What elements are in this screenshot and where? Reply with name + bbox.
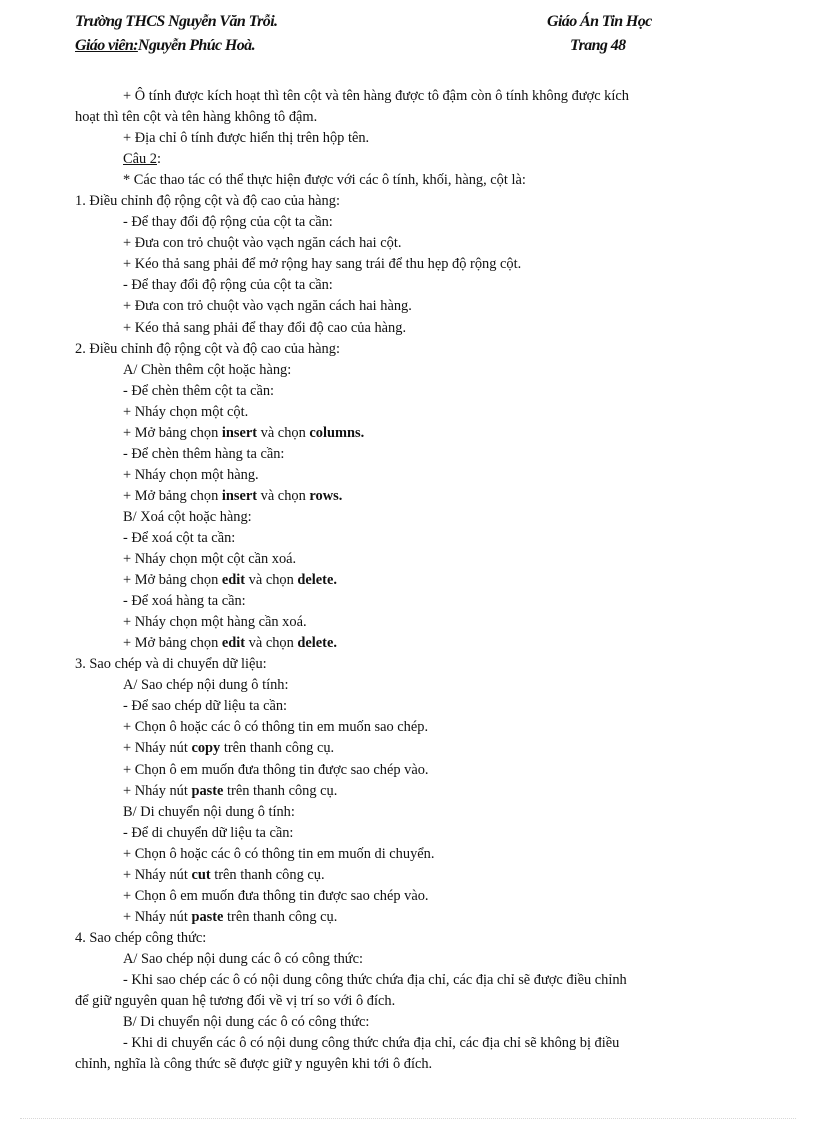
keyword: edit: [221, 635, 246, 652]
keyword: edit: [221, 572, 246, 589]
keyword: rows.: [309, 487, 343, 504]
list-item: + Mở bảng chọn insert và chọn columns.: [123, 424, 365, 441]
document-body: [75, 86, 725, 1075]
keyword: columns.: [309, 424, 365, 441]
keyword: paste: [191, 908, 224, 925]
paragraph: - Khi di chuyển các ô có nội dung công thức chứa địa chỉ, các địa chỉ sẽ không bị điều: [123, 1035, 620, 1052]
list-item: + Nháy nút paste trên thanh công cụ.: [123, 782, 338, 799]
list-item: + Kéo thả sang phải để mở rộng hay sang trái để thu hẹp độ rộng cột.: [123, 256, 522, 273]
list-item: - Để chèn thêm cột ta cần:: [123, 382, 275, 399]
paragraph: * Các thao tác có thể thực hiện được với các ô tính, khối, hàng, cột là:: [123, 172, 526, 189]
subject-title: Giáo Án Tin Học: [547, 13, 652, 30]
paragraph: - Khi sao chép các ô có nội dung công thức chứa địa chỉ, các địa chỉ sẽ được điều chỉnh: [123, 971, 627, 988]
section-heading: 1. Điều chỉnh độ rộng cột và độ cao của hàng:: [75, 193, 340, 210]
subsection-heading: A/ Sao chép nội dung các ô có công thức:: [123, 950, 363, 967]
paragraph: + Địa chỉ ô tính được hiển thị trên hộp tên.: [123, 130, 370, 147]
keyword: paste: [191, 782, 224, 799]
teacher-line: [75, 37, 255, 55]
keyword: delete.: [297, 635, 337, 652]
list-item: - Để xoá hàng ta cần:: [123, 593, 246, 610]
page-header: [75, 13, 670, 63]
list-item: + Nháy nút cut trên thanh công cụ.: [123, 866, 325, 883]
list-item: - Để chèn thêm hàng ta cần:: [123, 445, 285, 462]
page-number: Trang 48: [570, 37, 626, 54]
teacher-name: Nguyễn Phúc Hoà.: [137, 37, 255, 54]
list-item: + Nháy nút paste trên thanh công cụ.: [123, 908, 338, 925]
keyword: copy: [191, 740, 221, 757]
subsection-heading: A/ Sao chép nội dung ô tính:: [123, 677, 289, 694]
keyword: cut: [191, 866, 211, 883]
page-bottom-border: [20, 1118, 796, 1119]
list-item: + Mở bảng chọn insert và chọn rows.: [123, 487, 343, 504]
section-heading: 3. Sao chép và di chuyển dữ liệu:: [75, 656, 267, 673]
subsection-heading: B/ Di chuyển nội dung các ô có công thức:: [123, 1014, 370, 1031]
list-item: + Mở bảng chọn edit và chọn delete.: [123, 572, 337, 589]
paragraph: hoạt thì tên cột và tên hàng không tô đậm.: [75, 109, 318, 126]
list-item: + Nháy nút copy trên thanh công cụ.: [123, 740, 335, 757]
list-item: + Đưa con trỏ chuột vào vạch ngăn cách hai cột.: [123, 235, 402, 252]
school-name: Trường THCS Nguyễn Văn Trỗi.: [75, 13, 278, 30]
list-item: - Để di chuyển dữ liệu ta cần:: [123, 824, 294, 841]
list-item: + Nháy chọn một hàng.: [123, 466, 259, 483]
list-item: - Để thay đổi độ rộng của cột ta cần:: [123, 214, 333, 231]
list-item: - Để sao chép dữ liệu ta cần:: [123, 698, 288, 715]
list-item: - Để xoá cột ta cần:: [123, 529, 236, 546]
list-item: + Chọn ô hoặc các ô có thông tin em muốn di chuyển.: [123, 845, 435, 862]
list-item: + Chọn ô em muốn đưa thông tin được sao chép vào.: [123, 761, 429, 778]
paragraph: để giữ nguyên quan hệ tương đối về vị trí so với ô đích.: [75, 993, 396, 1010]
section-heading: 2. Điều chỉnh độ rộng cột và độ cao của hàng:: [75, 340, 340, 357]
keyword: insert: [221, 424, 258, 441]
subsection-heading: B/ Di chuyển nội dung ô tính:: [123, 803, 295, 820]
list-item: + Kéo thả sang phải để thay đổi độ cao của hàng.: [123, 319, 407, 336]
list-item: + Chọn ô em muốn đưa thông tin được sao chép vào.: [123, 887, 429, 904]
paragraph: + Ô tính được kích hoạt thì tên cột và tên hàng được tô đậm còn ô tính không được kích: [123, 88, 629, 104]
list-item: + Chọn ô hoặc các ô có thông tin em muốn sao chép.: [123, 719, 429, 736]
question-heading: Câu 2:: [123, 151, 161, 168]
list-item: - Để thay đổi độ rộng của cột ta cần:: [123, 277, 333, 294]
list-item: + Nháy chọn một hàng cần xoá.: [123, 614, 307, 631]
list-item: + Đưa con trỏ chuột vào vạch ngăn cách hai hàng.: [123, 298, 412, 315]
question-label: Câu 2: [123, 151, 157, 168]
keyword: insert: [221, 487, 258, 504]
subsection-heading: B/ Xoá cột hoặc hàng:: [123, 508, 252, 525]
subsection-heading: A/ Chèn thêm cột hoặc hàng:: [123, 361, 292, 378]
keyword: delete.: [297, 572, 337, 589]
list-item: + Nháy chọn một cột.: [123, 403, 249, 420]
list-item: + Nháy chọn một cột cần xoá.: [123, 551, 297, 568]
teacher-label: Giáo viên:: [75, 37, 138, 54]
paragraph: chỉnh, nghĩa là công thức sẽ được giữ y nguyên khi tới ô đích.: [75, 1056, 433, 1073]
section-heading: 4. Sao chép công thức:: [75, 929, 207, 946]
list-item: + Mở bảng chọn edit và chọn delete.: [123, 635, 337, 652]
